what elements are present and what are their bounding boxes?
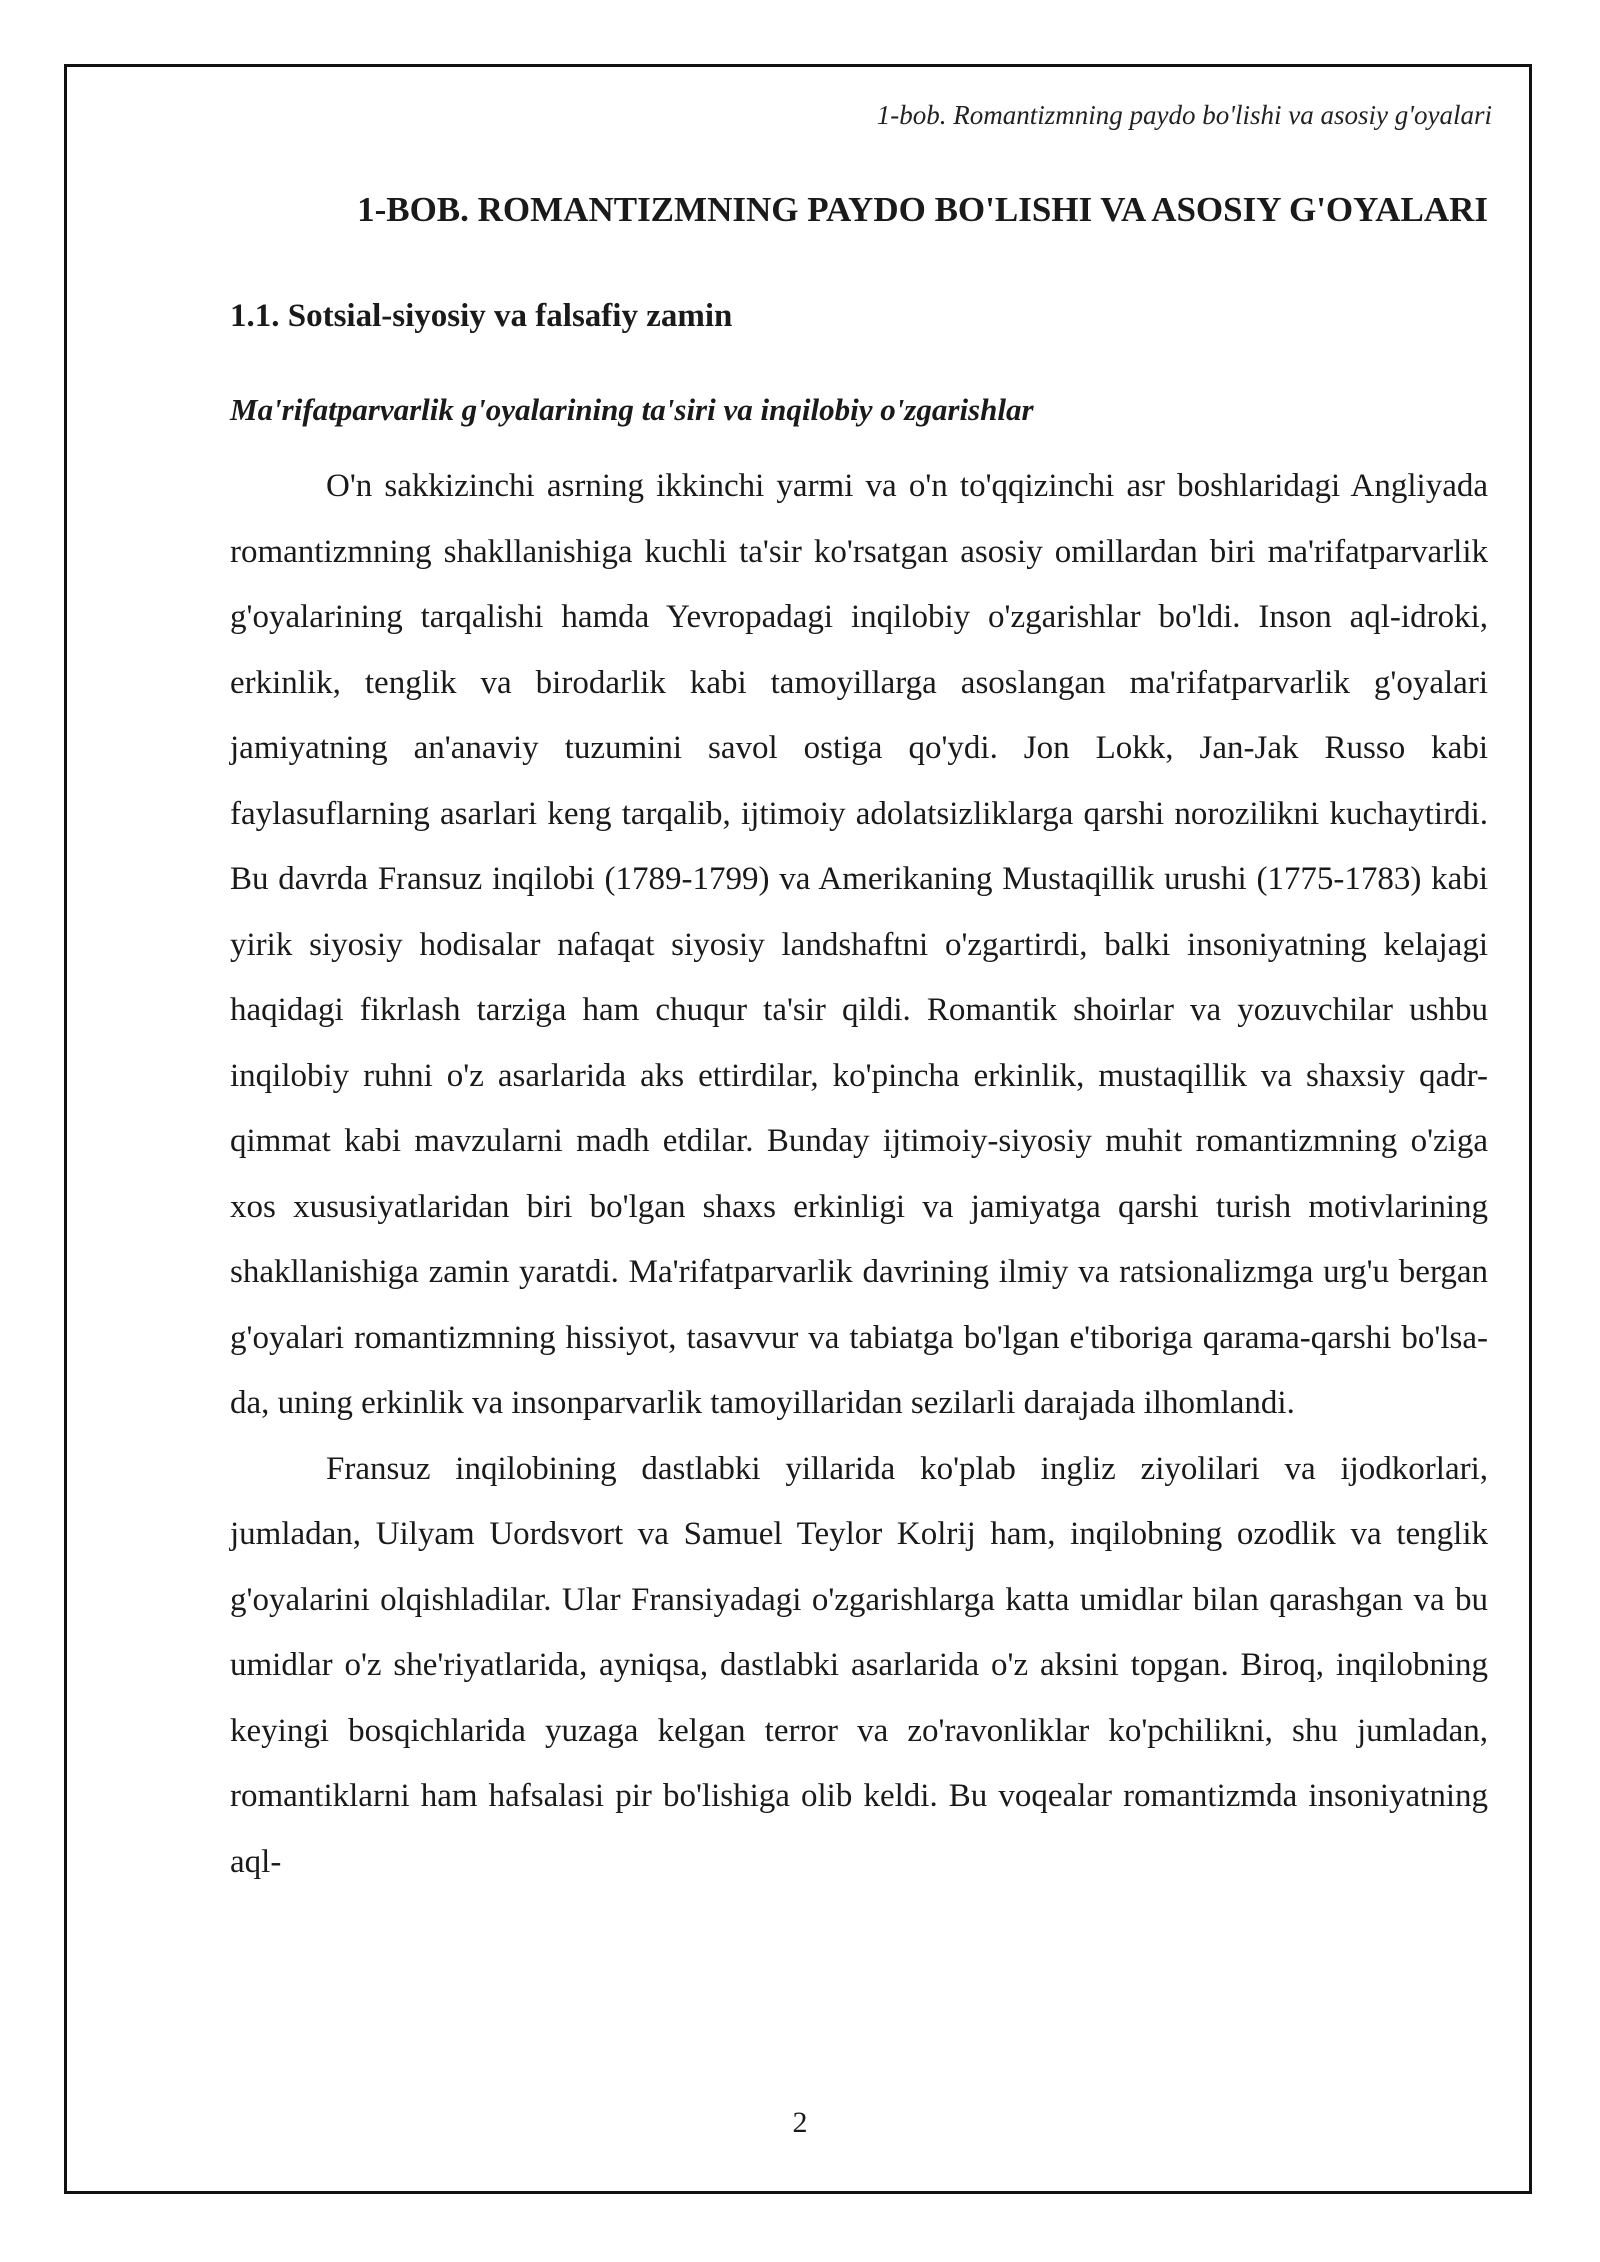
chapter-title: 1-BOB. ROMANTIZMNING PAYDO BO'LISHI VA ASOSIY G'OYALARI xyxy=(357,190,1488,229)
paragraph: O'n sakkizinchi asrning ikkinchi yarmi va o'n to'qqizinchi asr boshlaridagi Angliyada romantizmning shakllanishiga kuchli ta'sir ko'rsatgan asosiy omillardan biri ma'rifatparvarlik g'oyalarining tarqalishi hamda Yevropadagi inqilobiy o'zgarishlar bo'ldi. Inson aql-idroki, erkinlik, tenglik va birodarlik kabi tamoyillarga asoslangan ma'rifatparvarlik g'oyalari jamiyatning an'anaviy tuzumini savol ostiga qo'ydi. Jon Lokk, Jan-Jak Russo kabi faylasuflarning asarlari keng tarqalib, ijtimoiy adolatsizliklarga qarshi norozilikni kuchaytirdi. Bu davrda Fransuz inqilobi (1789-1799) va Amerikaning Mustaqillik urushi (1775-1783) kabi yirik siyosiy hodisalar nafaqat siyosiy landshaftni o'zgartirdi, balki insoniyatning kelajagi haqidagi fikrlash tarziga ham chuqur ta'sir qildi. Romantik shoirlar va yozuvchilar ushbu inqilobiy ruhni o'z asarlarida aks ettirdilar, ko'pincha erkinlik, mustaqillik va shaxsiy qadr-qimmat kabi mavzularni madh etdilar. Bunday ijtimoiy-siyosiy muhit romantizmning o'ziga xos xususiyatlaridan biri bo'lgan shaxs erkinligi va jamiyatga qarshi turish motivlarining shakllanishiga zamin yaratdi. Ma'rifatparvarlik davrining ilmiy va ratsionalizmga urg'u bergan g'oyalari romantizmning hissiyot, tasavvur va tabiatga bo'lgan e'tiboriga qarama-qarshi bo'lsa-da, uning erkinlik va insonparvarlik tamoyillaridan sezilarli darajada ilhomlandi. xyxy=(230,468,1488,1421)
running-header: 1-bob. Romantizmning paydo bo'lishi va asosiy g'oyalari xyxy=(876,100,1492,130)
subsection-title: Ma'rifatparvarlik g'oyalarining ta'siri va inqilobiy o'zgarishlar xyxy=(230,392,1034,427)
body-text xyxy=(230,454,1488,1895)
page-number: 2 xyxy=(792,2106,808,2139)
section-title: 1.1. Sotsial-siyosiy va falsafiy zamin xyxy=(230,298,733,334)
paragraph: Fransuz inqilobining dastlabki yillarida ko'plab ingliz ziyolilari va ijodkorlari, jumladan, Uilyam Uordsvort va Samuel Teylor Kolrij ham, inqilobning ozodlik va tenglik g'oyalarini olqishladilar. Ular Fransiyadagi o'zgarishlarga katta umidlar bilan qarashgan va bu umidlar o'z she'riyatlarida, ayniqsa, dastlabki asarlarida o'z aksini topgan. Biroq, inqilobning keyingi bosqichlarida yuzaga kelgan terror va zo'ravonliklar ko'pchilikni, shu jumladan, romantiklarni ham hafsalasi pir bo'lishiga olib keldi. Bu voqealar romantizmda insoniyatning aql- xyxy=(230,1450,1488,1880)
